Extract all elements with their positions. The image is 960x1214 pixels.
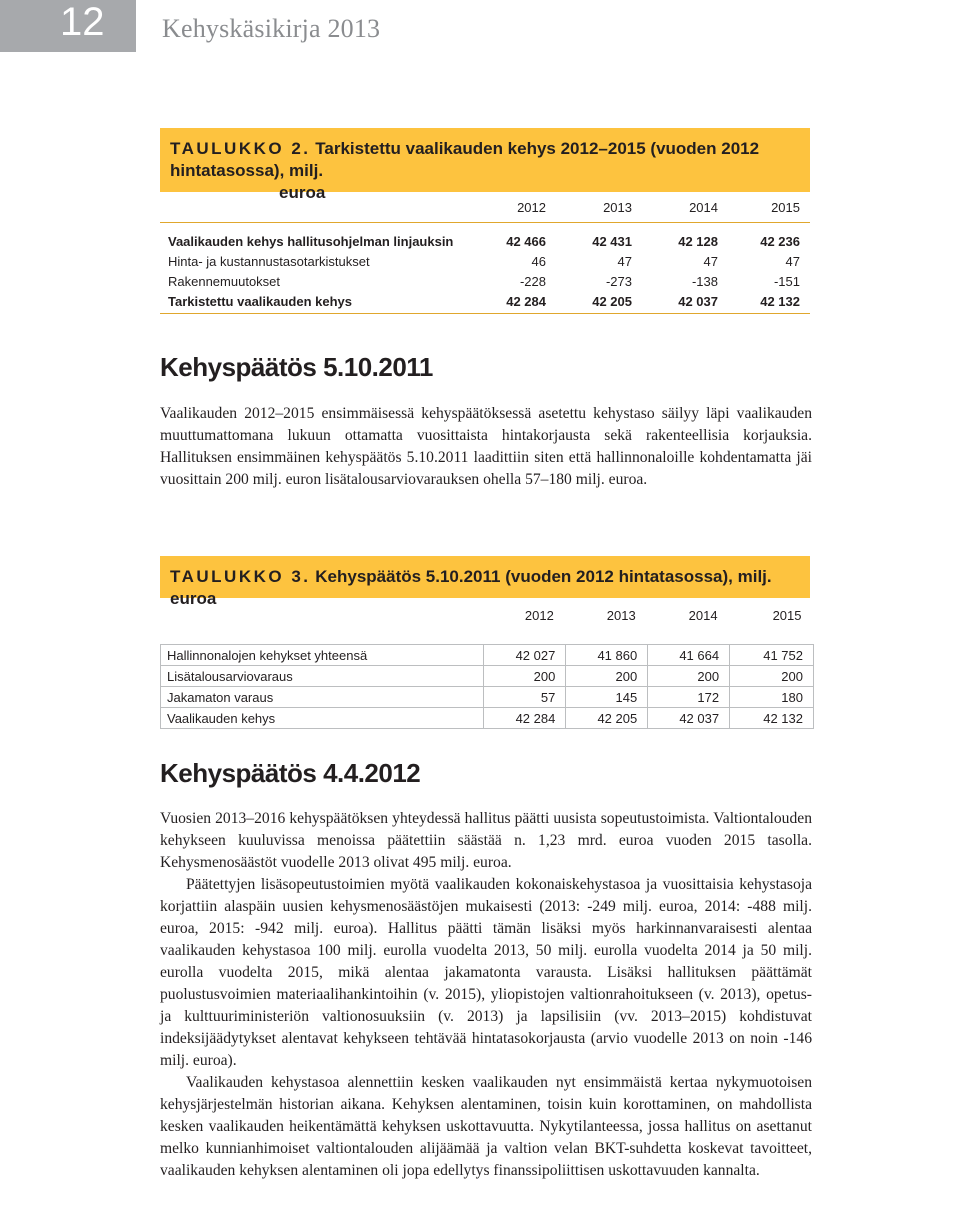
cell-value: 42 284 — [460, 291, 546, 314]
table-2-year: 2012 — [460, 192, 546, 223]
table-2-grid — [160, 192, 810, 314]
cell-value: 42 466 — [506, 233, 546, 249]
table-3-year: 2012 — [524, 607, 554, 623]
cell-value: 42 236 — [760, 233, 800, 249]
table-row — [160, 223, 810, 252]
table-3-title: Kehyspäätös 5.10.2011 (vuoden 2012 hintatasossa), milj. euroa — [170, 567, 772, 608]
cell-value: -273 — [605, 273, 632, 289]
cell-value: 200 — [484, 666, 566, 687]
cell-value: 200 — [730, 666, 814, 687]
table-2-header-row — [160, 192, 810, 223]
section-body — [160, 403, 812, 491]
row-label: Hallinnonalojen kehykset yhteensä — [161, 645, 484, 666]
table-3-grid — [160, 598, 814, 729]
table-3-year: 2015 — [772, 607, 802, 623]
cell-value: 46 — [531, 253, 546, 269]
cell-value: 145 — [566, 687, 648, 708]
running-header — [0, 0, 960, 52]
cell-value: 180 — [730, 687, 814, 708]
cell-value: 42 037 — [632, 291, 718, 314]
cell-value: 41 752 — [730, 645, 814, 666]
cell-value: 42 431 — [592, 233, 632, 249]
cell-value: 47 — [703, 253, 718, 269]
table-3-year: 2013 — [606, 607, 636, 623]
cell-value: 42 132 — [730, 708, 814, 729]
cell-value: 42 027 — [484, 645, 566, 666]
running-title: Kehyskäsikirja 2013 — [162, 14, 381, 43]
table-row — [161, 666, 814, 687]
table-2-year: 2013 — [546, 192, 632, 223]
cell-value: -151 — [773, 273, 800, 289]
cell-value: 41 664 — [648, 645, 730, 666]
table-row — [160, 291, 810, 314]
section-heading: Kehyspäätös 5.10.2011 — [160, 352, 433, 382]
table-3-header-row — [161, 598, 814, 632]
cell-value: 47 — [785, 253, 800, 269]
cell-value: 47 — [617, 253, 632, 269]
table-3-label: TAULUKKO 3. — [170, 567, 311, 586]
table-row — [160, 251, 810, 271]
cell-value: 42 132 — [718, 291, 810, 314]
paragraph: Vuosien 2013–2016 kehyspäätöksen yhteydessä hallitus päätti uusista sopeutustoimista. Valtiontalouden kehykseen kuuluvissa menoissa päätettiin säästää n. 1,23 mrd. euroa vuoden 2015 tasolla. Kehysmenosäästöt vuodelle 2013 olivat 495 milj. euroa. — [160, 810, 812, 871]
row-label: Hinta- ja kustannustasotarkistukset — [168, 253, 370, 269]
cell-value: 42 284 — [484, 708, 566, 729]
table-row — [161, 687, 814, 708]
table-2-caption — [160, 128, 810, 202]
table-row — [161, 645, 814, 666]
section-body — [160, 808, 812, 1182]
cell-value: 42 205 — [566, 708, 648, 729]
cell-value: 41 860 — [566, 645, 648, 666]
cell-value: 200 — [566, 666, 648, 687]
row-label: Rakennemuutokset — [168, 273, 281, 289]
section-heading: Kehyspäätös 4.4.2012 — [160, 758, 421, 788]
paragraph: Vaalikauden 2012–2015 ensimmäisessä kehyspäätöksessä asetettu kehystaso säilyy läpi vaalikauden muuttumattomana lukuun ottamatta vuosittaista hintakorjausta sekä rakenteellisia korjauksia. Hallituksen ensimmäinen kehyspäätös 5.10.2011 laadittiin siten että hallinnonaloille kohdentamatta jäi vuosittain 200 milj. euron lisätalousarviovarauksen ohella 57–180 milj. euroa. — [160, 405, 812, 488]
row-label: Lisätalousarviovaraus — [161, 666, 484, 687]
cell-value: 57 — [484, 687, 566, 708]
table-3-year: 2014 — [688, 607, 718, 623]
cell-value: -138 — [691, 273, 718, 289]
row-label: Tarkistettu vaalikauden kehys — [160, 291, 460, 314]
page-number: 12 — [0, 0, 136, 52]
cell-value: 200 — [648, 666, 730, 687]
table-row — [160, 271, 810, 291]
table-2-year: 2015 — [718, 192, 810, 223]
table-3 — [160, 556, 810, 729]
row-label: Jakamaton varaus — [161, 687, 484, 708]
table-2-label: TAULUKKO 2. — [170, 139, 311, 158]
table-row — [161, 708, 814, 729]
paragraph: Päätettyjen lisäsopeutustoimien myötä vaalikauden kokonaiskehystasoa ja vuosittaisia kehystasoja korjattiin alaspäin uusien kehysmenosäästöjen mukaisesti (2013: -249 milj. euroa, 2014: -488 milj. euroa, 2015: -942 milj. euroa). Hallitus päätti tämän lisäksi myös harkinnanvaraisesti alentaa vaalikauden kehystasoa 100 milj. eurolla vuodelta 2013, 50 milj. eurolla vuodelta 2014 ja 50 milj. eurolla vuodelta 2015, mikä alentaa jakamatonta varausta. Lisäksi hallituksen päättämät puolustusvoimien materiaalihankintoihin (v. 2015), yliopistojen valtionrahoitukseen (v. 2013), opetus- ja kulttuuriministeriön valtionosuuksiin (v. 2013) ja lapsilisiin (vv. 2013–2015) kohdistuvat indeksijäädytykset alentavat kehykseen tehtävää hintatasokorjausta (arvio vuodelle 2013 on noin -146 milj. euroa). — [160, 876, 812, 1069]
table-2-title: Tarkistettu vaalikauden kehys 2012–2015 (vuoden 2012 hintatasossa), milj. — [170, 139, 760, 180]
table-2 — [160, 128, 810, 314]
cell-value: 42 205 — [546, 291, 632, 314]
row-label: Vaalikauden kehys hallitusohjelman linjauksin — [168, 233, 454, 249]
row-label: Vaalikauden kehys — [161, 708, 484, 729]
cell-value: -228 — [519, 273, 546, 289]
cell-value: 172 — [648, 687, 730, 708]
cell-value: 42 128 — [678, 233, 718, 249]
cell-value: 42 037 — [648, 708, 730, 729]
table-3-caption — [160, 556, 810, 608]
table-2-year: 2014 — [632, 192, 718, 223]
table-2-title-continued: euroa — [279, 183, 326, 202]
paragraph: Vaalikauden kehystasoa alennettiin kesken vaalikauden nyt ensimmäistä kertaa nykymuotoisen kehysjärjestelmän historian aikana. Kehyksen alentaminen, toisin kuin korottaminen, on mahdollista kesken vaalikauden heikentämättä kehyksen uskottavuutta. Nykytilanteessa, jossa hallitus on asettanut melko kunnianhimoiset valtiontalouden alijäämää ja valtion velan BKT-suhdetta koskevat tavoitteet, vaalikauden kehyksen alentaminen oli jopa edellytys finanssipoliittisen uskottavuuden kannalta. — [160, 1074, 812, 1179]
